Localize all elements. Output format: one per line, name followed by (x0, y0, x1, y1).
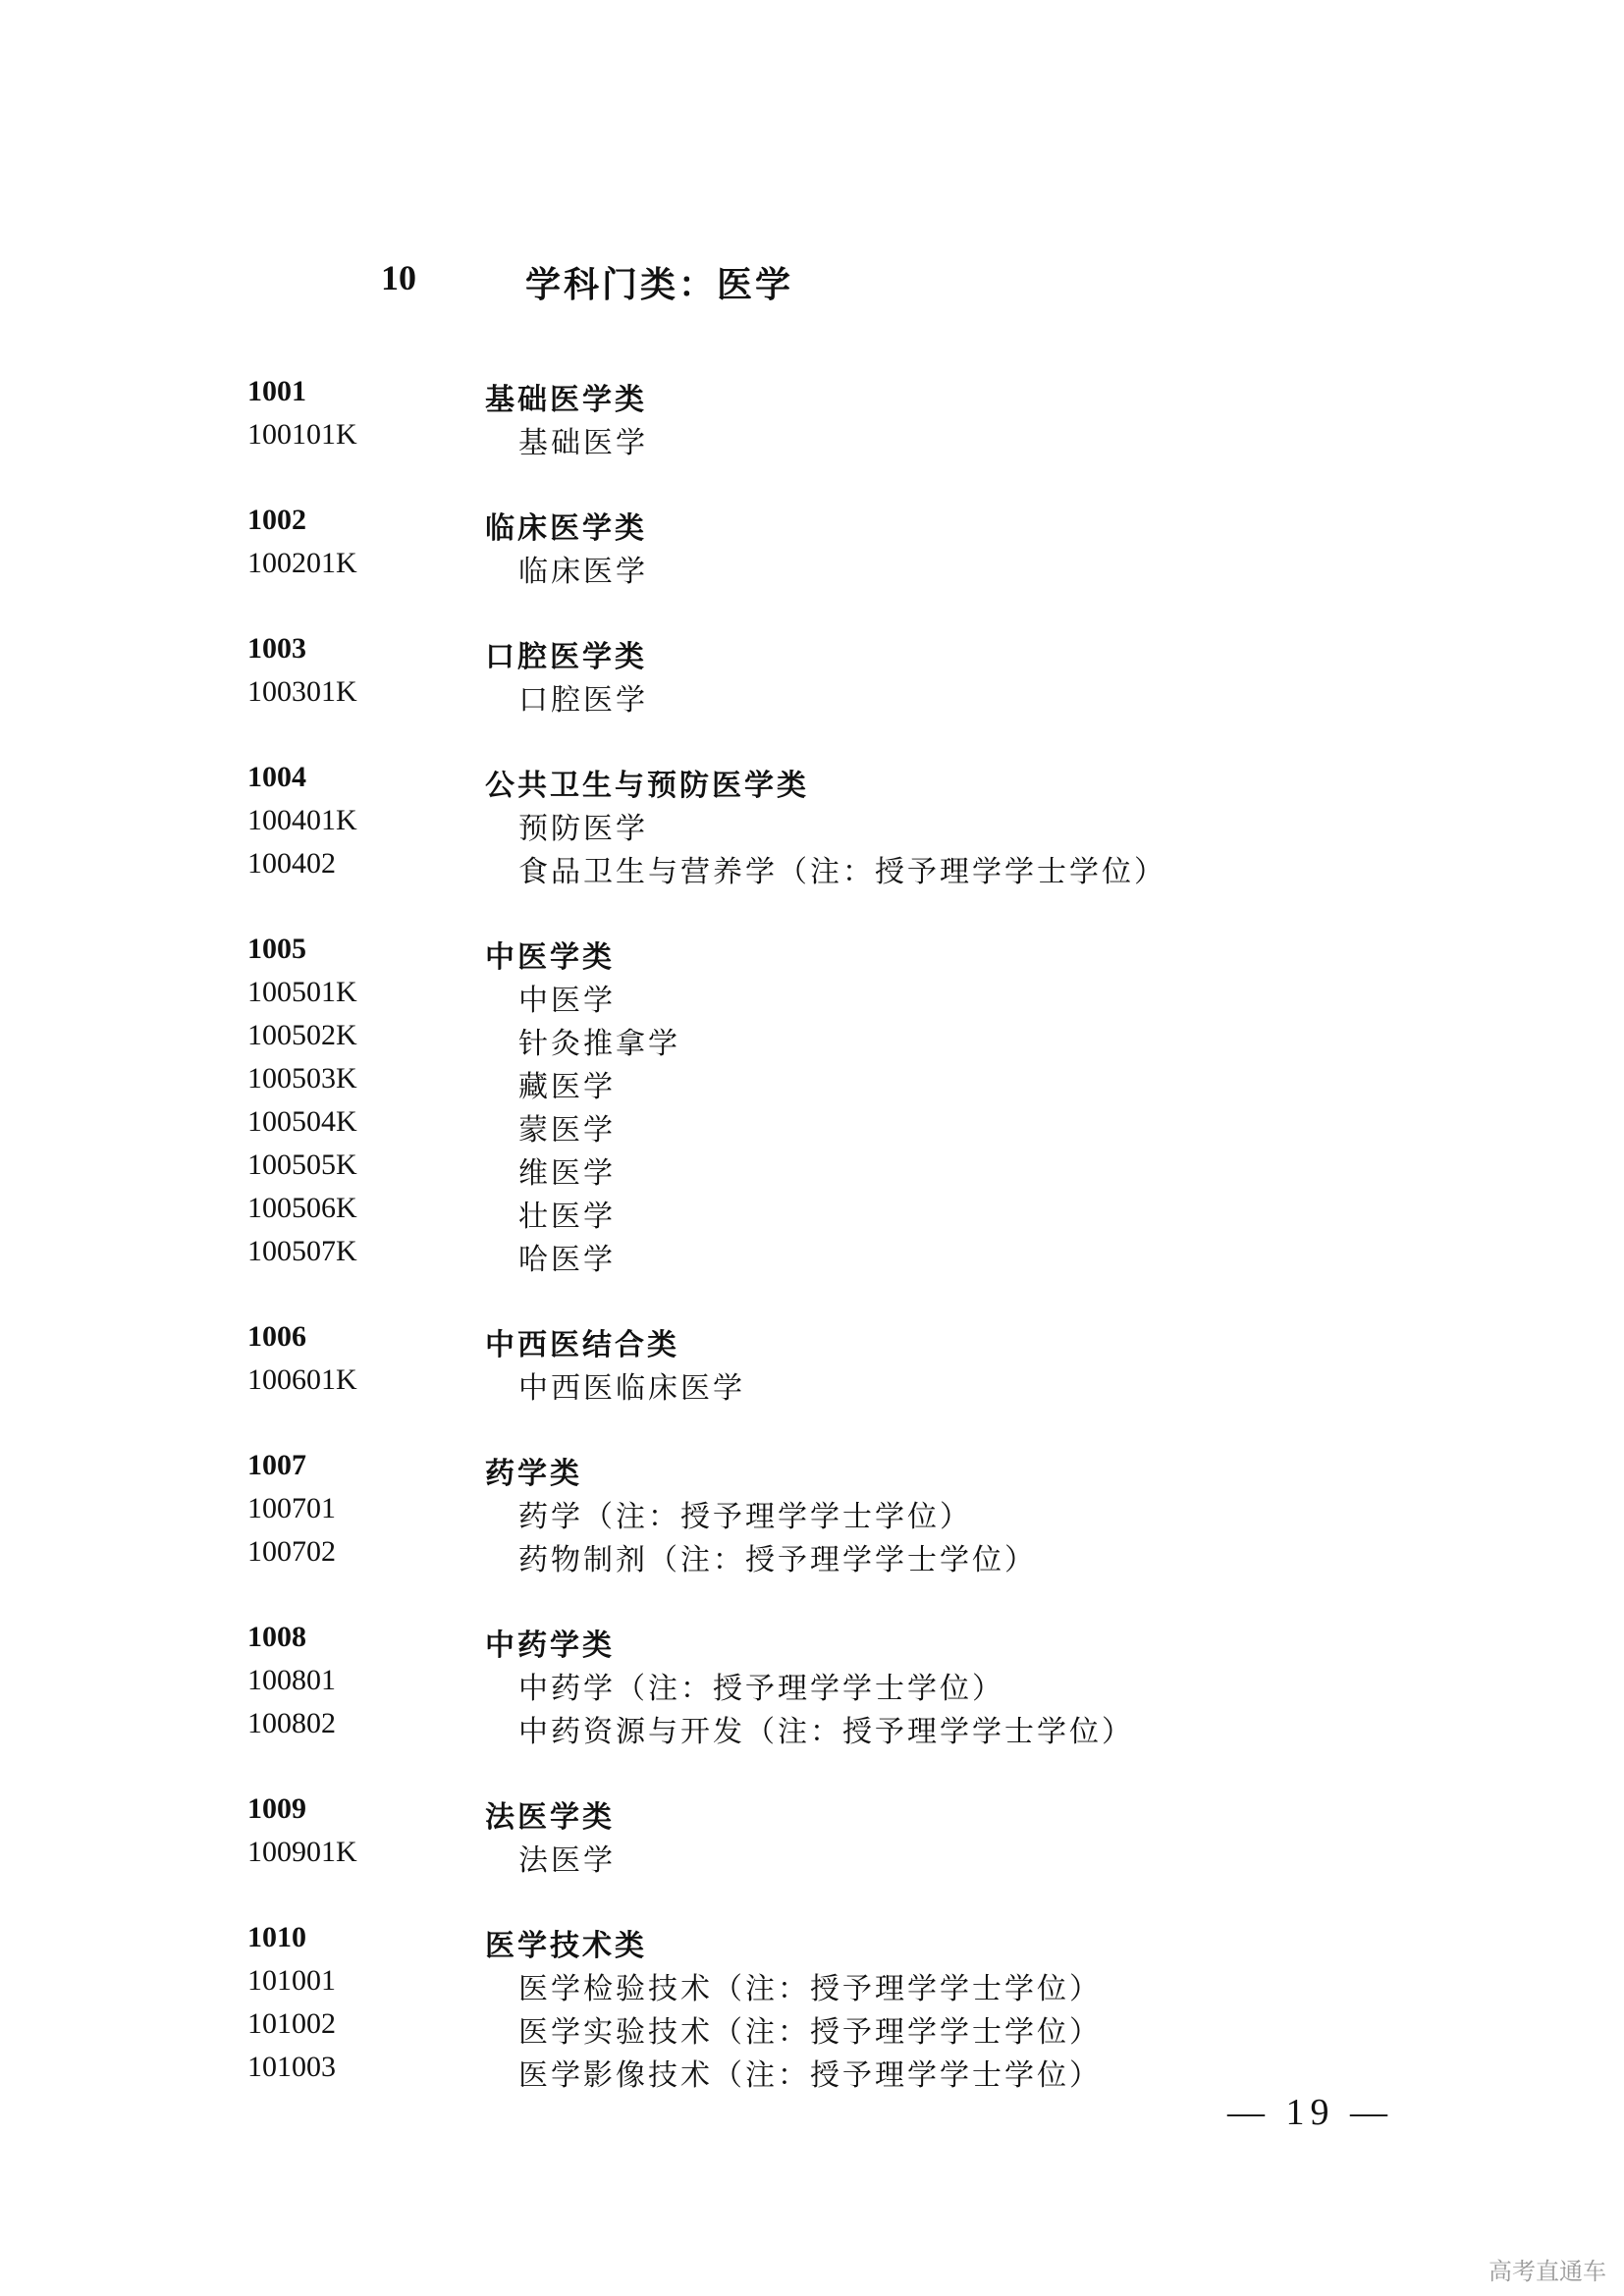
major-name: 针灸推拿学 (518, 1027, 680, 1061)
major-name: 中西医临床医学 (518, 1371, 745, 1406)
category-name: 医学技术类 (485, 1929, 647, 1963)
category-code: 1007 (247, 1449, 306, 1481)
major-code: 100601K (247, 1363, 357, 1396)
major-code: 100701 (247, 1492, 336, 1524)
major-code: 100101K (247, 418, 357, 451)
major-row (0, 418, 1624, 461)
major-row (0, 1707, 1624, 1750)
major-row (0, 2051, 1624, 2094)
major-row (0, 1019, 1624, 1062)
major-code: 100301K (247, 675, 357, 708)
category-name: 法医学类 (485, 1800, 615, 1835)
category-row (0, 1621, 1624, 1664)
category-code: 1004 (247, 761, 306, 793)
category-code: 1006 (247, 1320, 306, 1353)
category-name: 中医学类 (485, 940, 615, 975)
major-code: 100502K (247, 1019, 357, 1051)
major-code: 100802 (247, 1707, 336, 1739)
major-name: 维医学 (518, 1156, 616, 1191)
discipline-title: 学科门类：医学 (525, 264, 794, 305)
major-code: 100901K (247, 1836, 357, 1868)
major-name: 蒙医学 (518, 1113, 616, 1148)
major-name: 医学检验技术（注：授予理学学士学位） (518, 1972, 1102, 2006)
major-row (0, 1964, 1624, 2007)
category-code: 1002 (247, 504, 306, 536)
category-code: 1008 (247, 1621, 306, 1653)
major-row (0, 1235, 1624, 1278)
page-number: — 19 — (1227, 2092, 1393, 2133)
major-name: 口腔医学 (518, 683, 648, 718)
watermark: 高考直通车 (1489, 2258, 1606, 2285)
major-name: 临床医学 (518, 555, 648, 589)
major-code: 100505K (247, 1148, 357, 1181)
major-row (0, 1836, 1624, 1879)
major-name: 哈医学 (518, 1243, 616, 1277)
major-name: 藏医学 (518, 1070, 616, 1104)
major-row (0, 804, 1624, 847)
category-row (0, 1792, 1624, 1836)
major-row (0, 547, 1624, 590)
major-name: 中药学（注：授予理学学士学位） (518, 1672, 1004, 1706)
major-code: 101001 (247, 1964, 336, 1997)
major-code: 100506K (247, 1192, 357, 1224)
category-row (0, 375, 1624, 418)
category-name: 临床医学类 (485, 511, 647, 546)
major-row (0, 976, 1624, 1019)
major-row (0, 1363, 1624, 1407)
major-code: 100504K (247, 1105, 357, 1138)
category-row (0, 504, 1624, 547)
major-row (0, 2007, 1624, 2051)
major-name: 预防医学 (518, 812, 648, 846)
major-row (0, 675, 1624, 719)
major-row (0, 1492, 1624, 1535)
category-row (0, 1320, 1624, 1363)
major-name: 中药资源与开发（注：授予理学学士学位） (518, 1715, 1134, 1749)
major-code: 101002 (247, 2007, 336, 2040)
major-code: 100501K (247, 976, 357, 1008)
major-name: 医学实验技术（注：授予理学学士学位） (518, 2015, 1102, 2050)
discipline-code: 10 (381, 258, 416, 297)
major-code: 100503K (247, 1062, 357, 1095)
major-name: 食品卫生与营养学（注：授予理学学士学位） (518, 855, 1166, 889)
major-name: 中医学 (518, 984, 616, 1018)
category-row (0, 632, 1624, 675)
category-code: 1010 (247, 1921, 306, 1953)
major-row (0, 1664, 1624, 1707)
category-name: 中药学类 (485, 1629, 615, 1663)
major-code: 100401K (247, 804, 357, 836)
major-code: 100702 (247, 1535, 336, 1568)
major-row (0, 847, 1624, 890)
category-row (0, 1921, 1624, 1964)
category-name: 中西医结合类 (485, 1328, 679, 1362)
major-name: 医学影像技术（注：授予理学学士学位） (518, 2058, 1102, 2093)
category-code: 1005 (247, 933, 306, 965)
major-row (0, 1192, 1624, 1235)
category-name: 基础医学类 (485, 383, 647, 417)
major-name: 基础医学 (518, 426, 648, 460)
category-row (0, 1449, 1624, 1492)
major-code: 100801 (247, 1664, 336, 1696)
major-row (0, 1148, 1624, 1192)
major-name: 药物制剂（注：授予理学学士学位） (518, 1543, 1037, 1577)
category-row (0, 761, 1624, 804)
category-code: 1009 (247, 1792, 306, 1825)
major-row (0, 1105, 1624, 1148)
category-code: 1001 (247, 375, 306, 407)
major-name: 壮医学 (518, 1200, 616, 1234)
major-row (0, 1535, 1624, 1578)
discipline-heading (0, 257, 1624, 316)
category-row (0, 933, 1624, 976)
category-name: 药学类 (485, 1457, 582, 1491)
major-code: 100201K (247, 547, 357, 579)
category-code: 1003 (247, 632, 306, 665)
major-name: 法医学 (518, 1843, 616, 1878)
major-code: 100402 (247, 847, 336, 880)
category-name: 公共卫生与预防医学类 (485, 769, 809, 803)
major-name: 药学（注：授予理学学士学位） (518, 1500, 972, 1534)
major-row (0, 1062, 1624, 1105)
category-name: 口腔医学类 (485, 640, 647, 674)
major-code: 101003 (247, 2051, 336, 2083)
major-code: 100507K (247, 1235, 357, 1267)
